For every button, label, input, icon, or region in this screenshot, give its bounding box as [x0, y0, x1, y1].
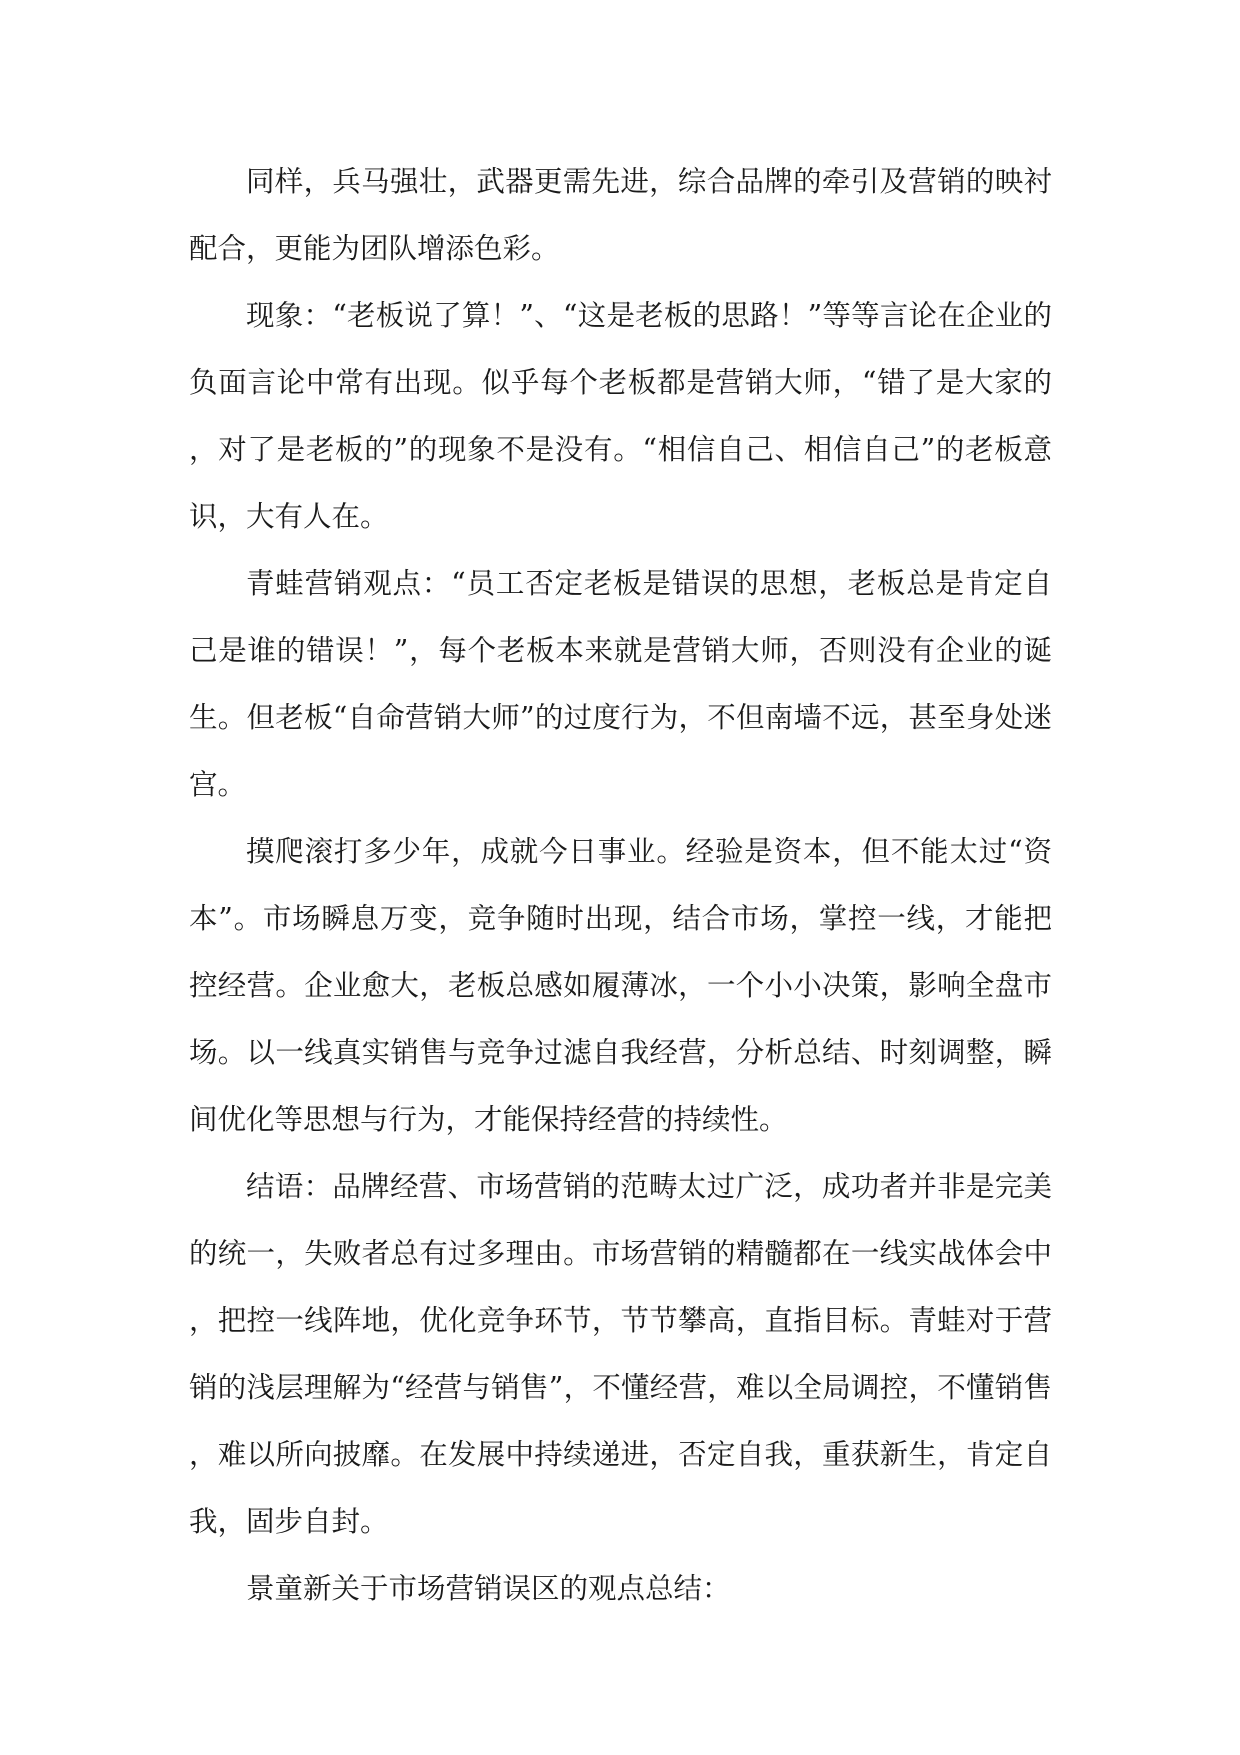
document-body: [189, 148, 1052, 1622]
paragraph-frog-viewpoint: 青蛙营销观点：“员工否定老板是错误的思想，老板总是肯定自己是谁的错误！”，每个老板本来就是营销大师，否则没有企业的诞生。但老板“自命营销大师”的过度行为，不但南墙不远，甚至身处迷宫。: [189, 567, 1052, 801]
paragraph-phenomenon: 现象：“老板说了算！”、“这是老板的思路！”等等言论在企业的负面言论中常有出现。似乎每个老板都是营销大师，“错了是大家的，对了是老板的”的现象不是没有。“相信自己、相信自己”的老板意识，大有人在。: [189, 299, 1052, 533]
paragraph-summary-heading: 景童新关于市场营销误区的观点总结：: [246, 1572, 731, 1605]
paragraph-teamwork: 同样，兵马强壮，武器更需先进，综合品牌的牵引及营销的映衬配合，更能为团队增添色彩。: [189, 165, 1052, 265]
paragraph-conclusion: 结语：品牌经营、市场营销的范畴太过广泛，成功者并非是完美的统一，失败者总有过多理由。市场营销的精髓都在一线实战体会中，把控一线阵地，优化竞争环节，节节攀高，直指目标。青蛙对于营销的浅层理解为“经营与销售”，不懂经营，难以全局调控，不懂销售，难以所向披靡。在发展中持续递进，否定自我，重获新生，肯定自我，固步自封。: [189, 1170, 1052, 1538]
paragraph-experience: 摸爬滚打多少年，成就今日事业。经验是资本，但不能太过“资本”。市场瞬息万变，竞争随时出现，结合市场，掌控一线，才能把控经营。企业愈大，老板总感如履薄冰，一个小小决策，影响全盘市场。以一线真实销售与竞争过滤自我经营，分析总结、时刻调整，瞬间优化等思想与行为，才能保持经营的持续性。: [189, 835, 1052, 1136]
